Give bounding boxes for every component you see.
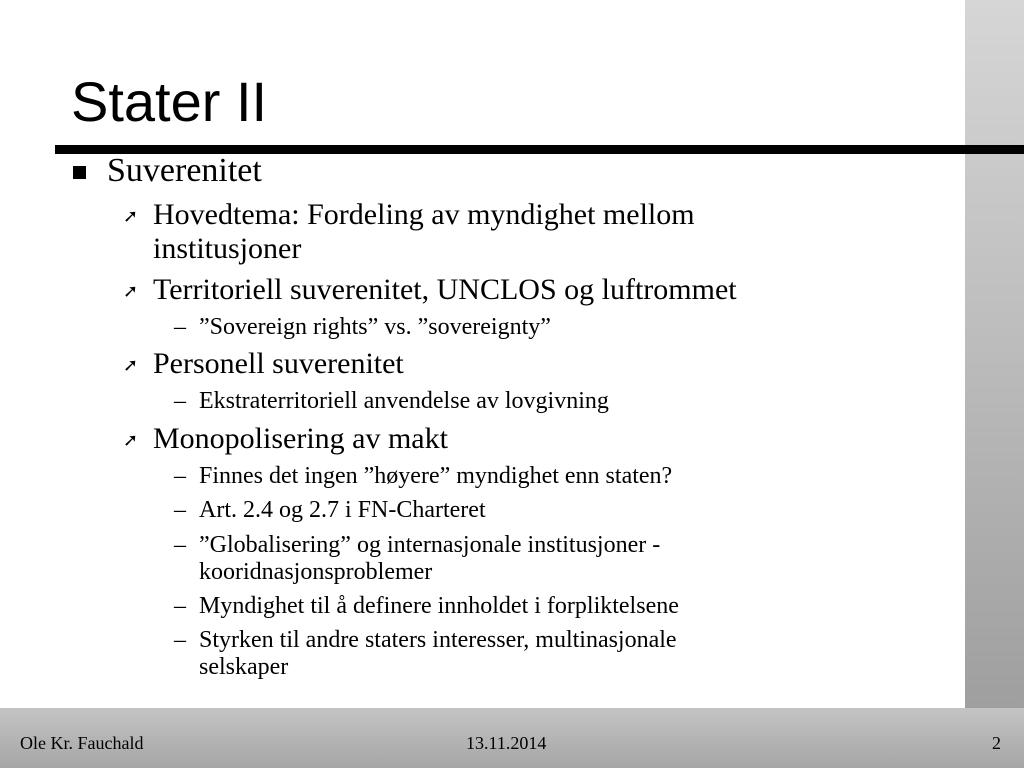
bullet-finnes-det: Finnes det ingen ”høyere” myndighet enn staten?	[199, 463, 673, 489]
dash-bullet-icon: –	[174, 463, 186, 489]
dash-bullet-icon: –	[174, 497, 186, 523]
bullet-styrken: Styrken til andre staters interesser, multinasjonale	[199, 627, 677, 653]
bullet-hovedtema: Hovedtema: Fordeling av myndighet mellom	[153, 198, 695, 231]
square-bullet-icon	[73, 166, 86, 179]
bullet-globalisering: ”Globalisering” og internasjonale institusjoner -	[199, 532, 661, 558]
decorative-right-band	[965, 0, 1024, 768]
bullet-art-fn-charteret: Art. 2.4 og 2.7 i FN-Charteret	[199, 497, 486, 523]
bullet-sovereign-rights: ”Sovereign rights” vs. ”sovereignty”	[199, 314, 551, 340]
dash-bullet-icon: –	[174, 593, 186, 619]
bullet-territoriell: Territoriell suverenitet, UNCLOS og luftrommet	[153, 273, 737, 306]
bullet-personell: Personell suverenitet	[153, 347, 404, 380]
bullet-globalisering-continuation: kooridnasjonsproblemer	[199, 559, 433, 585]
dash-bullet-icon: –	[174, 627, 186, 653]
bullet-hovedtema-continuation: institusjoner	[153, 232, 302, 265]
bullet-myndighet: Myndighet til å definere innholdet i forpliktelsene	[199, 593, 679, 619]
bullet-ekstraterritoriell: Ekstraterritoriell anvendelse av lovgivning	[199, 388, 609, 414]
dash-bullet-icon: –	[174, 532, 186, 558]
footer-date: 13.11.2014	[466, 733, 547, 753]
bullet-suverenitet: Suverenitet	[107, 152, 262, 189]
slide-title: Stater II	[71, 70, 268, 133]
arrow-bullet-icon: ➚	[123, 355, 139, 376]
bullet-styrken-continuation: selskaper	[199, 654, 289, 680]
arrow-bullet-icon: ➚	[123, 281, 139, 302]
dash-bullet-icon: –	[174, 314, 186, 340]
arrow-bullet-icon: ➚	[123, 430, 139, 451]
arrow-bullet-icon: ➚	[123, 206, 139, 227]
dash-bullet-icon: –	[174, 388, 186, 414]
footer-page-number: 2	[992, 733, 1001, 753]
bullet-monopolisering: Monopolisering av makt	[153, 422, 448, 455]
footer-author: Ole Kr. Fauchald	[20, 733, 144, 753]
